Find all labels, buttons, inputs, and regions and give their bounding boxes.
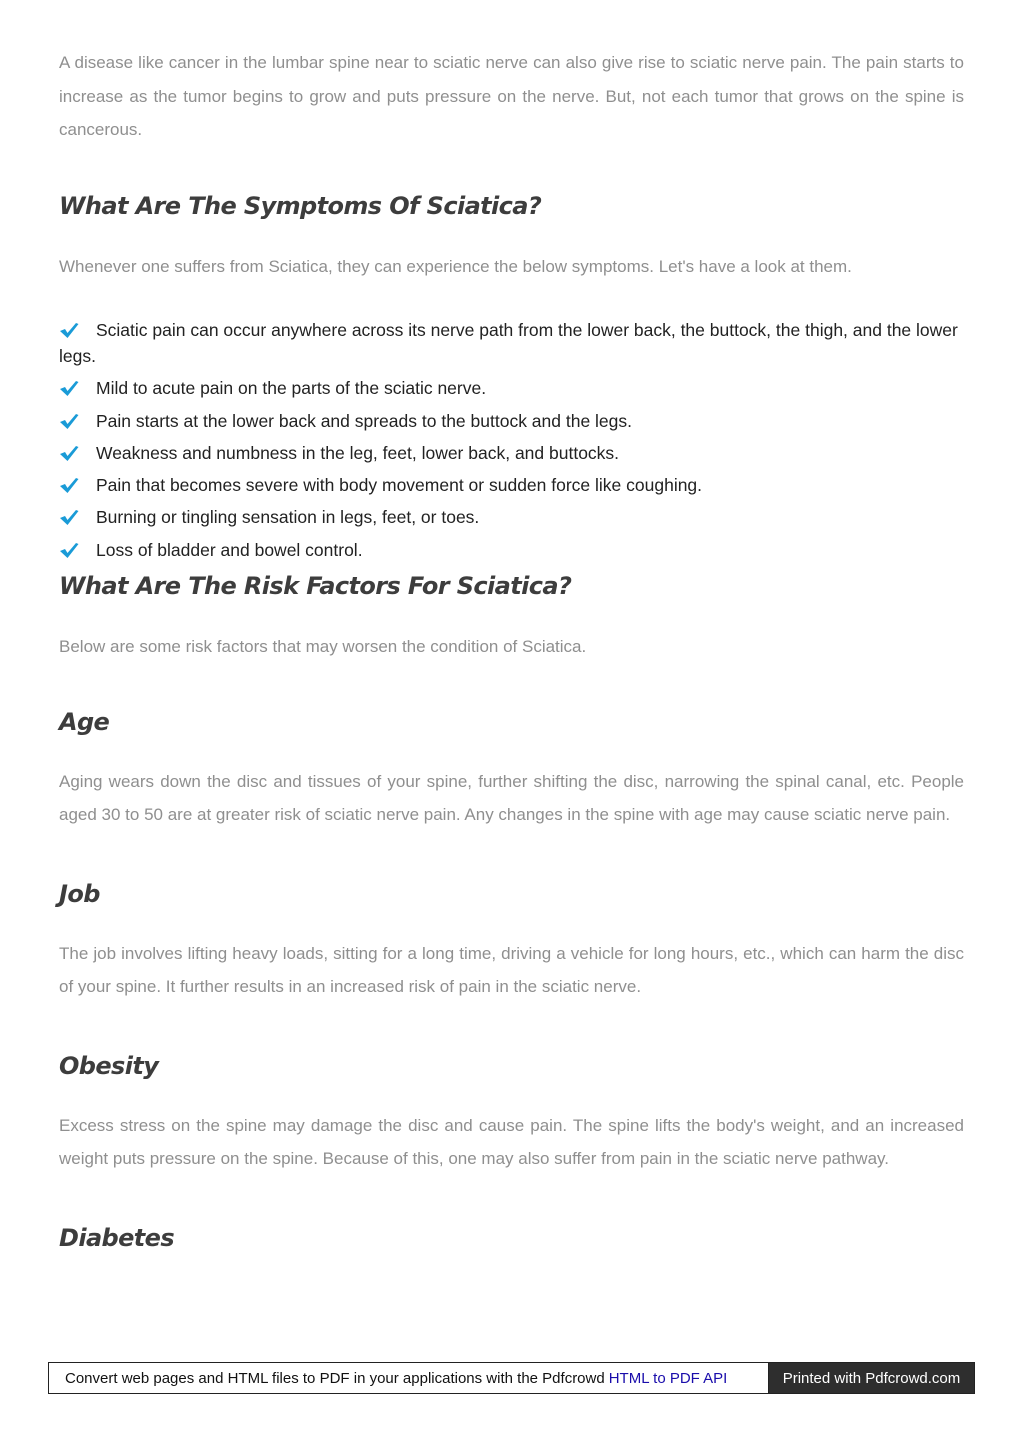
list-item: [59, 504, 964, 530]
printed-with-badge[interactable]: Printed with Pdfcrowd.com: [768, 1362, 975, 1394]
risk-intro: Below are some risk factors that may worsen the condition of Sciatica.: [59, 637, 587, 657]
list-item: [59, 537, 964, 563]
check-icon: [59, 321, 79, 339]
check-icon: [59, 476, 79, 494]
symptom-text: Weakness and numbness in the leg, feet, lower back, and buttocks.: [96, 442, 620, 463]
job-heading: Job: [59, 879, 100, 908]
symptom-text: Loss of bladder and bowel control.: [96, 539, 363, 560]
check-icon: [59, 412, 79, 430]
symptom-text: Burning or tingling sensation in legs, feet, or toes.: [96, 507, 480, 528]
job-paragraph: The job involves lifting heavy loads, sitting for a long time, driving a vehicle for long hours, etc., which can harm the disc of your spine. It further results in an increased risk of pain in the sciatic nerve.: [59, 943, 964, 997]
symptom-text: Pain starts at the lower back and spreads to the buttock and the legs.: [96, 410, 633, 431]
age-heading: Age: [59, 707, 110, 736]
check-icon: [59, 541, 79, 559]
document-content: [59, 46, 964, 1255]
symptom-text: Sciatic pain can occur anywhere across its nerve path from the lower back, the buttock, the thigh, and the lower legs.: [59, 320, 958, 366]
symptoms-intro: Whenever one suffers from Sciatica, they can experience the below symptoms. Let's have a look at them.: [59, 256, 852, 276]
check-icon: [59, 444, 79, 462]
symptoms-list: [59, 317, 964, 563]
check-icon: [59, 379, 79, 397]
pdfcrowd-footer: [48, 1362, 975, 1394]
list-item: [59, 317, 964, 369]
symptom-text: Pain that becomes severe with body movement or sudden force like coughing.: [96, 475, 703, 496]
list-item: [59, 408, 964, 434]
list-item: [59, 440, 964, 466]
obesity-heading: Obesity: [59, 1051, 159, 1080]
footer-notice: [48, 1362, 768, 1394]
list-item: [59, 472, 964, 498]
intro-paragraph: A disease like cancer in the lumbar spine near to sciatic nerve can also give rise to sciatic nerve pain. The pain starts to increase as the tumor begins to grow and puts pressure on the nerve. But, not each tumor that grows on the spine is cancerous.: [59, 53, 964, 139]
obesity-paragraph: Excess stress on the spine may damage the disc and cause pain. The spine lifts the body's weight, and an increased weight puts pressure on the spine. Because of this, one may also suffer from pain in the sciatic nerve pathway.: [59, 1115, 964, 1169]
symptom-text: Mild to acute pain on the parts of the sciatic nerve.: [96, 378, 487, 399]
check-icon: [59, 508, 79, 526]
diabetes-heading: Diabetes: [59, 1223, 175, 1252]
age-paragraph: Aging wears down the disc and tissues of your spine, further shifting the disc, narrowing the spinal canal, etc. People aged 30 to 50 are at greater risk of sciatic nerve pain. Any changes in the spine with age may cause sciatic nerve pain.: [59, 771, 964, 825]
html-to-pdf-api-link[interactable]: HTML to PDF API: [608, 1369, 728, 1387]
risk-heading: What Are The Risk Factors For Sciatica?: [59, 572, 572, 601]
footer-text: Convert web pages and HTML files to PDF in your applications with the Pdfcrowd: [65, 1369, 605, 1387]
symptoms-heading: What Are The Symptoms Of Sciatica?: [59, 191, 542, 220]
list-item: [59, 375, 964, 401]
